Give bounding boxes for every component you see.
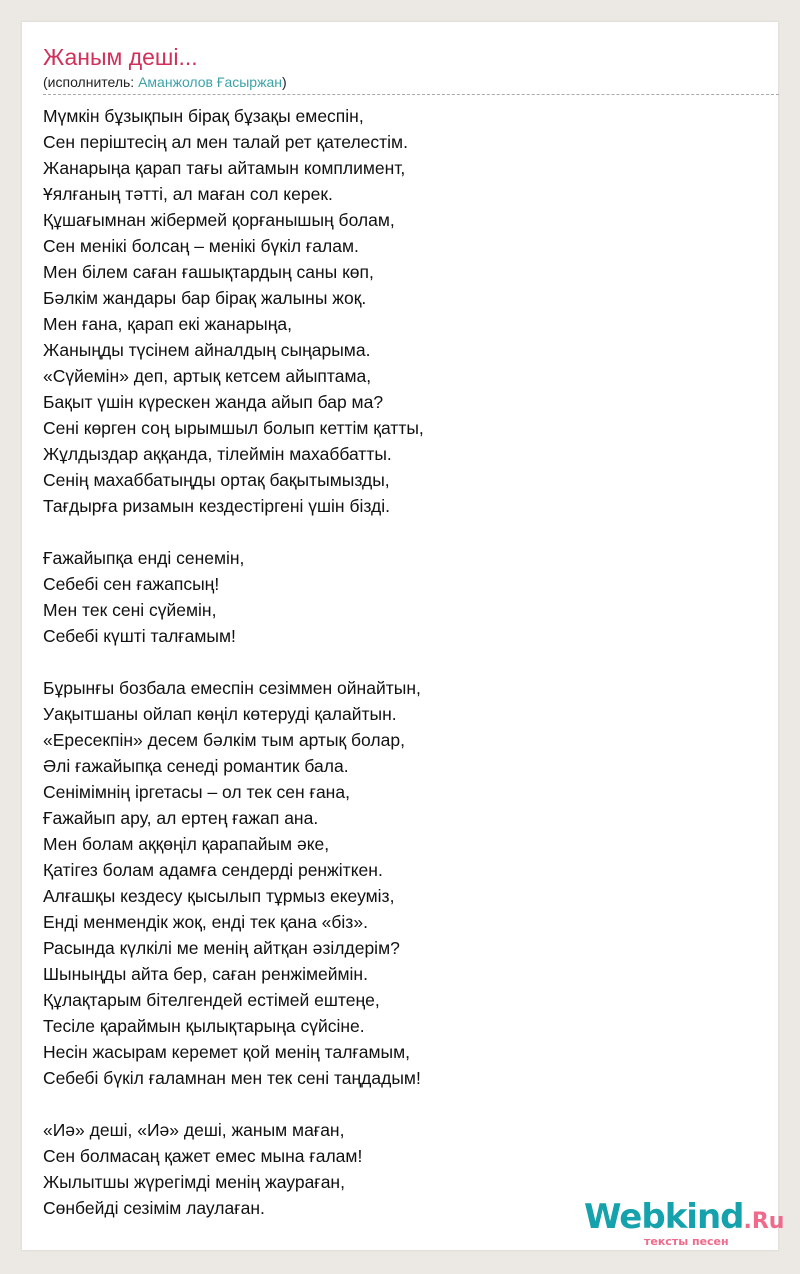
lyric-line: Уақытшаны ойлап көңіл көтеруді қалайтын. [43,704,397,724]
lyric-line: Бәлкім жандары бар бірақ жалыны жоқ. [43,288,367,308]
lyric-line: «Ересекпін» десем бәлкім тым артық болар, [43,730,405,750]
logo-slogan: тексты песен [644,1235,729,1248]
lyric-line: Сенің махаббатыңды ортақ бақытымызды, [43,470,390,490]
lyric-line: Қатігез болам адамға сендерді ренжіткен. [43,860,383,880]
lyric-line: Ғажайып ару, ал ертең ғажап ана. [43,808,319,828]
lyric-line: Бұрынғы бозбала емеспін сезіммен ойнайтын, [43,678,421,698]
lyric-line: Жаныңды түсінем айналдың сыңарыма. [43,340,371,360]
lyric-line: Жылытшы жүрегімді менің жаураған, [43,1172,345,1192]
lyric-line: Сені көрген соң ырымшыл болып кеттім қатты, [43,418,424,438]
lyric-line: Расында күлкілі ме менің айтқан әзілдерім? [43,938,400,958]
lyric-line: «Сүйемін» деп, артық кетсем айыптама, [43,366,372,386]
lyric-line: Жанарыңа қарап тағы айтамын комплимент, [43,158,406,178]
lyric-line: «Иә» деші, «Иә» деші, жаным маған, [43,1120,345,1140]
stanza [43,675,424,1091]
lyric-line: Мен тек сені сүйемін, [43,600,217,620]
lyric-line: Сенімімнің іргетасы – ол тек сен ғана, [43,782,350,802]
lyric-line: Мен білем саған ғашықтардың саны көп, [43,262,374,282]
lyric-line: Себебі сен ғажапсың! [43,574,220,594]
lyric-line: Себебі бүкіл ғаламнан мен тек сені таңдадым! [43,1068,421,1088]
lyric-line: Ұялғаның тәтті, ал маған сол керек. [43,184,333,204]
lyrics-card [22,22,778,1250]
lyric-line: Тағдырға ризамын кездестіргені үшін бізді. [43,496,390,516]
lyric-line: Енді менмендік жоқ, енді тек қана «біз». [43,912,368,932]
lyric-line: Сен болмасаң қажет емес мына ғалам! [43,1146,363,1166]
lyric-line: Мен болам аққөңіл қарапайым әке, [43,834,330,854]
lyric-line: Құшағымнан жібермей қорғанышың болам, [43,210,395,230]
lyric-line: Жұлдыздар аққанда, тілеймін махаббатты. [43,444,392,464]
lyric-line: Мүмкін бұзықпын бірақ бұзақы емеспін, [43,106,364,126]
artist-label: (исполнитель: [43,74,139,90]
lyric-line: Сен періштесің ал мен талай рет қателестім. [43,132,408,152]
logo-wordmark [584,1197,785,1237]
lyric-line: Несін жасырам керемет қой менің талғамым, [43,1042,411,1062]
stanza [43,1117,424,1221]
lyric-line: Ғажайыпқа енді сенемін, [43,548,245,568]
logo-tld: .Ru [743,1209,785,1234]
stanza [43,545,424,649]
lyric-line: Сен менікі болсаң – менікі бүкіл ғалам. [43,236,359,256]
lyric-line: Сөнбейді сезімім лаулаған. [43,1198,265,1218]
lyrics-text [43,103,424,1247]
lyric-line: Себебі күшті талғамым! [43,626,236,646]
song-title: Жаным деші... [43,44,198,70]
artist-link[interactable]: Аманжолов Ғасыржан [138,74,282,90]
artist-line [43,74,779,95]
webkind-logo[interactable] [584,1197,785,1250]
lyric-line: Әлі ғажайыпқа сенеді романтик бала. [43,756,349,776]
lyric-line: Бақыт үшін күрескен жанда айып бар ма? [43,392,384,412]
logo-brand: Webkind [584,1197,744,1237]
lyric-line: Шыныңды айта бер, саған ренжімеймін. [43,964,368,984]
artist-close: ) [281,74,287,90]
lyric-line: Тесіле қараймын қылықтарыңа сүйсіне. [43,1016,365,1036]
lyric-line: Мен ғана, қарап екі жанарыңа, [43,314,293,334]
stanza [43,103,424,519]
lyric-line: Алғашқы кездесу қысылып тұрмыз екеуміз, [43,886,395,906]
lyric-line: Құлақтарым бітелгендей естімей ештеңе, [43,990,380,1010]
